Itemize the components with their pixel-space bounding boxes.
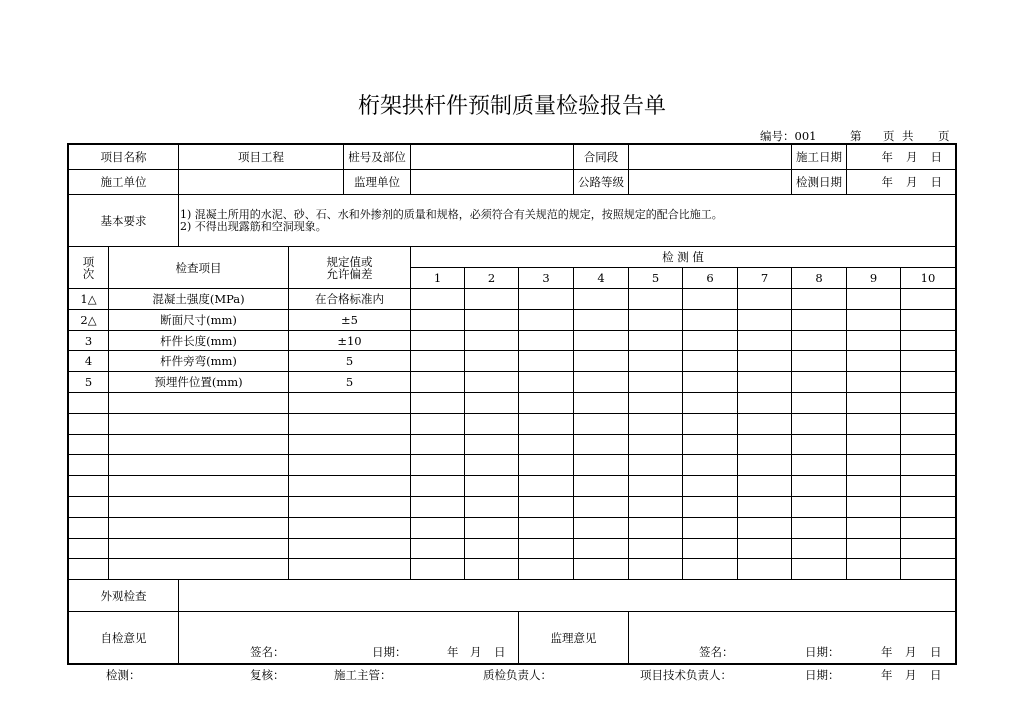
check-item-cell[interactable] xyxy=(109,435,288,454)
month-unit: 月 xyxy=(470,645,482,659)
measure-point-header: 10 xyxy=(901,268,955,288)
item-no-header-line: 项 xyxy=(82,254,95,269)
item-no-cell[interactable] xyxy=(69,497,108,517)
tolerance-cell[interactable] xyxy=(289,455,410,475)
measured-value-cell[interactable] xyxy=(465,393,518,413)
measured-value-cell[interactable] xyxy=(683,435,737,454)
measured-value-cell[interactable] xyxy=(411,435,464,454)
measured-value-cell[interactable] xyxy=(901,351,955,371)
measured-value-cell[interactable] xyxy=(629,393,682,413)
measured-value-cell[interactable] xyxy=(519,476,573,496)
measure-point-header: 2 xyxy=(465,268,518,288)
measured-value-cell[interactable] xyxy=(847,455,900,475)
measured-values-header: 检 测 值 xyxy=(411,247,955,267)
measured-value-cell[interactable] xyxy=(574,476,628,496)
inspection-date-label: 检测日期 xyxy=(792,170,846,194)
station-field[interactable] xyxy=(411,145,573,169)
station-label: 桩号及部位 xyxy=(344,145,410,169)
measured-value-cell[interactable] xyxy=(465,435,518,454)
tolerance-cell[interactable] xyxy=(289,476,410,496)
measured-value-cell[interactable] xyxy=(465,455,518,475)
contractor-label: 施工单位 xyxy=(69,170,178,194)
tolerance-cell[interactable] xyxy=(289,539,410,558)
measured-value-cell[interactable] xyxy=(411,331,464,350)
day-unit: 日 xyxy=(494,645,506,659)
measured-value-cell[interactable] xyxy=(683,518,737,538)
measured-value-cell[interactable] xyxy=(519,393,573,413)
measured-value-cell[interactable] xyxy=(792,393,846,413)
tolerance-cell: ±10 xyxy=(289,331,410,350)
measured-value-cell[interactable] xyxy=(738,539,791,558)
item-no-cell[interactable] xyxy=(69,455,108,475)
page-total-prefix: 共 xyxy=(902,129,914,143)
tolerance-cell[interactable] xyxy=(289,393,410,413)
check-item-cell[interactable] xyxy=(109,455,288,475)
measured-value-cell[interactable] xyxy=(792,476,846,496)
measured-value-cell[interactable] xyxy=(629,331,682,350)
report-number-label: 编号： xyxy=(760,129,795,143)
measured-value-cell[interactable] xyxy=(465,497,518,517)
measure-point-header: 5 xyxy=(629,268,682,288)
report-number xyxy=(760,129,816,143)
measured-value-cell[interactable] xyxy=(519,435,573,454)
footer-site-manager-label: 施工主管： xyxy=(334,668,392,682)
tolerance-header-line: 允许偏差 xyxy=(326,266,373,281)
measured-value-cell[interactable] xyxy=(629,351,682,371)
requirement-line: 1) 混凝土所用的水泥、砂、石、水和外掺剂的质量和规格，必须符合有关规范的规定，按照规定的配合比施工。 xyxy=(180,207,723,221)
measured-value-cell[interactable] xyxy=(629,455,682,475)
measured-value-cell[interactable] xyxy=(465,414,518,434)
measured-value-cell[interactable] xyxy=(629,539,682,558)
measured-value-cell[interactable] xyxy=(411,518,464,538)
measure-point-header: 6 xyxy=(683,268,737,288)
measured-value-cell[interactable] xyxy=(901,497,955,517)
measured-value-cell[interactable] xyxy=(411,289,464,309)
measured-value-cell[interactable] xyxy=(465,351,518,371)
appearance-check-label: 外观检查 xyxy=(69,580,178,611)
measured-value-cell[interactable] xyxy=(901,455,955,475)
check-item-cell: 杆件旁弯(mm) xyxy=(109,351,288,371)
self-check-sign-label: 签名： xyxy=(250,645,285,659)
measured-value-cell[interactable] xyxy=(738,414,791,434)
measured-value-cell[interactable] xyxy=(629,414,682,434)
measured-value-cell[interactable] xyxy=(519,310,573,330)
measured-value-cell[interactable] xyxy=(629,289,682,309)
tolerance-header-line: 规定值或 xyxy=(326,254,373,269)
check-item-cell[interactable] xyxy=(109,539,288,558)
measured-value-cell[interactable] xyxy=(738,310,791,330)
inspection-date-field[interactable] xyxy=(847,170,955,194)
measured-value-cell[interactable] xyxy=(738,455,791,475)
page-mid: 页 xyxy=(883,129,895,143)
measured-value-cell[interactable] xyxy=(411,414,464,434)
page-prefix: 第 xyxy=(850,129,862,143)
check-item-cell[interactable] xyxy=(109,518,288,538)
contract-section-field[interactable] xyxy=(629,145,791,169)
measured-value-cell[interactable] xyxy=(792,414,846,434)
item-no-cell[interactable] xyxy=(69,393,108,413)
tolerance-cell[interactable] xyxy=(289,435,410,454)
check-item-cell[interactable] xyxy=(109,497,288,517)
year-unit: 年 xyxy=(447,645,459,659)
month-unit: 月 xyxy=(905,645,917,659)
measured-value-cell[interactable] xyxy=(519,518,573,538)
basic-requirements-text xyxy=(179,195,955,246)
tolerance-cell[interactable] xyxy=(289,559,410,579)
measured-value-cell[interactable] xyxy=(629,497,682,517)
measured-value-cell[interactable] xyxy=(847,539,900,558)
measured-value-cell[interactable] xyxy=(847,559,900,579)
measured-value-cell[interactable] xyxy=(792,559,846,579)
project-name-label: 项目名称 xyxy=(69,145,178,169)
page-suffix: 页 xyxy=(938,129,950,143)
tolerance-cell: 5 xyxy=(289,372,410,392)
year-unit: 年 xyxy=(881,175,893,189)
measured-value-cell[interactable] xyxy=(738,393,791,413)
check-item-cell[interactable] xyxy=(109,559,288,579)
check-item-header: 检查项目 xyxy=(109,247,288,288)
measured-value-cell[interactable] xyxy=(629,310,682,330)
item-no-cell: 5 xyxy=(69,372,108,392)
tolerance-cell[interactable] xyxy=(289,518,410,538)
item-no-cell: 4 xyxy=(69,351,108,371)
measured-value-cell[interactable] xyxy=(683,289,737,309)
measured-value-cell[interactable] xyxy=(465,372,518,392)
measured-value-cell[interactable] xyxy=(792,497,846,517)
measured-value-cell[interactable] xyxy=(519,497,573,517)
measured-value-cell[interactable] xyxy=(629,372,682,392)
check-item-cell: 预埋件位置(mm) xyxy=(109,372,288,392)
measured-value-cell[interactable] xyxy=(574,331,628,350)
measured-value-cell[interactable] xyxy=(901,331,955,350)
supervision-opinion-label: 监理意见 xyxy=(519,612,628,663)
measured-value-cell[interactable] xyxy=(738,372,791,392)
measured-value-cell[interactable] xyxy=(411,476,464,496)
measured-value-cell[interactable] xyxy=(901,372,955,392)
supervision-unit-field[interactable] xyxy=(411,170,573,194)
measure-point-header: 9 xyxy=(847,268,900,288)
footer-qc-head-label: 质检负责人： xyxy=(483,668,552,682)
footer-inspector-label: 检测： xyxy=(106,668,141,682)
month-unit: 月 xyxy=(906,175,918,189)
check-item-cell: 杆件长度(mm) xyxy=(109,331,288,350)
measured-value-cell[interactable] xyxy=(847,372,900,392)
measured-value-cell[interactable] xyxy=(792,331,846,350)
measured-value-cell[interactable] xyxy=(411,455,464,475)
measured-value-cell[interactable] xyxy=(901,518,955,538)
item-no-cell[interactable] xyxy=(69,559,108,579)
measured-value-cell[interactable] xyxy=(901,539,955,558)
road-grade-field[interactable] xyxy=(629,170,791,194)
measured-value-cell[interactable] xyxy=(738,289,791,309)
measured-value-cell[interactable] xyxy=(574,310,628,330)
measured-value-cell[interactable] xyxy=(847,476,900,496)
item-no-cell[interactable] xyxy=(69,435,108,454)
measured-value-cell[interactable] xyxy=(411,559,464,579)
measure-point-header: 7 xyxy=(738,268,791,288)
measured-value-cell[interactable] xyxy=(574,351,628,371)
inspection-form-table xyxy=(67,143,957,665)
measured-value-cell[interactable] xyxy=(574,414,628,434)
footer-date-label: 日期： xyxy=(805,668,840,682)
measured-value-cell[interactable] xyxy=(901,393,955,413)
item-no-cell[interactable] xyxy=(69,518,108,538)
basic-requirements-label: 基本要求 xyxy=(69,195,178,246)
measured-value-cell[interactable] xyxy=(465,331,518,350)
supervision-unit-label: 监理单位 xyxy=(344,170,410,194)
measured-value-cell[interactable] xyxy=(738,476,791,496)
check-item-cell[interactable] xyxy=(109,476,288,496)
measured-value-cell[interactable] xyxy=(901,310,955,330)
measured-value-cell[interactable] xyxy=(574,393,628,413)
footer-tech-head-label: 项目技术负责人： xyxy=(640,668,732,682)
year-unit: 年 xyxy=(881,645,893,659)
measured-value-cell[interactable] xyxy=(847,414,900,434)
self-check-label: 自检意见 xyxy=(69,612,178,663)
month-unit: 月 xyxy=(905,668,917,682)
measured-value-cell[interactable] xyxy=(411,351,464,371)
tolerance-cell: ±5 xyxy=(289,310,410,330)
item-no-cell[interactable] xyxy=(69,539,108,558)
measured-value-cell[interactable] xyxy=(629,559,682,579)
tolerance-cell[interactable] xyxy=(289,414,410,434)
measured-value-cell[interactable] xyxy=(847,518,900,538)
measured-value-cell[interactable] xyxy=(683,455,737,475)
measured-value-cell[interactable] xyxy=(465,476,518,496)
measured-value-cell[interactable] xyxy=(847,289,900,309)
report-number-value: 001 xyxy=(794,129,817,143)
supervision-opinion-field[interactable] xyxy=(629,612,955,663)
measure-point-header: 8 xyxy=(792,268,846,288)
project-name-value[interactable]: 项目工程 xyxy=(179,145,343,169)
day-unit: 日 xyxy=(930,175,942,189)
measured-value-cell[interactable] xyxy=(901,289,955,309)
day-unit: 日 xyxy=(930,668,942,682)
item-no-cell[interactable] xyxy=(69,414,108,434)
measured-value-cell[interactable] xyxy=(847,310,900,330)
measured-value-cell[interactable] xyxy=(519,414,573,434)
measure-point-header: 4 xyxy=(574,268,628,288)
requirement-line: 2) 不得出现露筋和空洞现象。 xyxy=(180,219,327,233)
measured-value-cell[interactable] xyxy=(738,559,791,579)
measured-value-cell[interactable] xyxy=(465,539,518,558)
measured-value-cell[interactable] xyxy=(792,310,846,330)
year-unit: 年 xyxy=(881,150,893,164)
measured-value-cell[interactable] xyxy=(901,414,955,434)
measured-value-cell[interactable] xyxy=(683,497,737,517)
measured-value-cell[interactable] xyxy=(683,539,737,558)
item-no-cell: 1△ xyxy=(69,289,108,309)
day-unit: 日 xyxy=(930,150,942,164)
check-item-cell: 混凝土强度(MPa) xyxy=(109,289,288,309)
measured-value-cell[interactable] xyxy=(738,331,791,350)
measured-value-cell[interactable] xyxy=(574,539,628,558)
measured-value-cell[interactable] xyxy=(574,455,628,475)
year-unit: 年 xyxy=(881,668,893,682)
measured-value-cell[interactable] xyxy=(847,393,900,413)
measured-value-cell[interactable] xyxy=(683,372,737,392)
item-no-cell[interactable] xyxy=(69,476,108,496)
measured-value-cell[interactable] xyxy=(683,310,737,330)
measured-value-cell[interactable] xyxy=(792,289,846,309)
measured-value-cell[interactable] xyxy=(792,539,846,558)
measured-value-cell[interactable] xyxy=(629,476,682,496)
measured-value-cell[interactable] xyxy=(901,559,955,579)
measured-value-cell[interactable] xyxy=(519,539,573,558)
self-check-field[interactable] xyxy=(179,612,518,663)
supervision-sign-label: 签名： xyxy=(699,645,734,659)
measured-value-cell[interactable] xyxy=(738,435,791,454)
measured-value-cell[interactable] xyxy=(574,497,628,517)
contract-section-label: 合同段 xyxy=(574,145,628,169)
measured-value-cell[interactable] xyxy=(847,331,900,350)
measured-value-cell[interactable] xyxy=(519,331,573,350)
tolerance-header xyxy=(289,247,410,288)
measured-value-cell[interactable] xyxy=(411,539,464,558)
report-title: 桁架拱杆件预制质量检验报告单 xyxy=(357,94,666,119)
check-item-cell: 断面尺寸(mm) xyxy=(109,310,288,330)
road-grade-label: 公路等级 xyxy=(574,170,628,194)
measured-value-cell[interactable] xyxy=(847,497,900,517)
self-check-date-label: 日期： xyxy=(372,645,407,659)
appearance-check-field[interactable] xyxy=(179,580,955,611)
measured-value-cell[interactable] xyxy=(738,518,791,538)
measured-value-cell[interactable] xyxy=(574,518,628,538)
measured-value-cell[interactable] xyxy=(847,351,900,371)
item-no-cell: 3 xyxy=(69,331,108,350)
measured-value-cell[interactable] xyxy=(683,559,737,579)
measured-value-cell[interactable] xyxy=(629,435,682,454)
tolerance-cell: 在合格标准内 xyxy=(289,289,410,309)
measured-value-cell[interactable] xyxy=(411,372,464,392)
tolerance-cell[interactable] xyxy=(289,497,410,517)
measured-value-cell[interactable] xyxy=(792,372,846,392)
measured-value-cell[interactable] xyxy=(411,393,464,413)
tolerance-cell: 5 xyxy=(289,351,410,371)
measured-value-cell[interactable] xyxy=(574,559,628,579)
footer-reviewer-label: 复核： xyxy=(250,668,285,682)
supervision-date-label: 日期： xyxy=(805,645,840,659)
measured-value-cell[interactable] xyxy=(411,497,464,517)
check-item-cell[interactable] xyxy=(109,393,288,413)
measured-value-cell[interactable] xyxy=(683,414,737,434)
measured-value-cell[interactable] xyxy=(411,310,464,330)
construction-date-label: 施工日期 xyxy=(792,145,846,169)
measured-value-cell[interactable] xyxy=(465,559,518,579)
measured-value-cell[interactable] xyxy=(792,435,846,454)
measured-value-cell[interactable] xyxy=(792,351,846,371)
measured-value-cell[interactable] xyxy=(519,289,573,309)
measured-value-cell[interactable] xyxy=(519,351,573,371)
item-no-header-line: 次 xyxy=(82,266,95,281)
measured-value-cell[interactable] xyxy=(519,559,573,579)
measured-value-cell[interactable] xyxy=(738,497,791,517)
measured-value-cell[interactable] xyxy=(683,331,737,350)
measure-point-header: 3 xyxy=(519,268,573,288)
measured-value-cell[interactable] xyxy=(629,518,682,538)
measured-value-cell[interactable] xyxy=(683,476,737,496)
measure-point-header: 1 xyxy=(411,268,464,288)
measured-value-cell[interactable] xyxy=(519,372,573,392)
measured-value-cell[interactable] xyxy=(847,435,900,454)
measured-value-cell[interactable] xyxy=(901,476,955,496)
measured-value-cell[interactable] xyxy=(792,455,846,475)
measured-value-cell[interactable] xyxy=(465,289,518,309)
measured-value-cell[interactable] xyxy=(465,518,518,538)
item-no-cell: 2△ xyxy=(69,310,108,330)
construction-date-field[interactable] xyxy=(847,145,955,169)
check-item-cell[interactable] xyxy=(109,414,288,434)
measured-value-cell[interactable] xyxy=(465,310,518,330)
contractor-field[interactable] xyxy=(179,170,343,194)
measured-value-cell[interactable] xyxy=(574,372,628,392)
measured-value-cell[interactable] xyxy=(683,393,737,413)
measured-value-cell[interactable] xyxy=(683,351,737,371)
measured-value-cell[interactable] xyxy=(738,351,791,371)
measured-value-cell[interactable] xyxy=(792,518,846,538)
month-unit: 月 xyxy=(906,150,918,164)
measured-value-cell[interactable] xyxy=(574,289,628,309)
measured-value-cell[interactable] xyxy=(574,435,628,454)
day-unit: 日 xyxy=(930,645,942,659)
measured-value-cell[interactable] xyxy=(519,455,573,475)
measured-value-cell[interactable] xyxy=(901,435,955,454)
item-no-header xyxy=(69,247,108,288)
